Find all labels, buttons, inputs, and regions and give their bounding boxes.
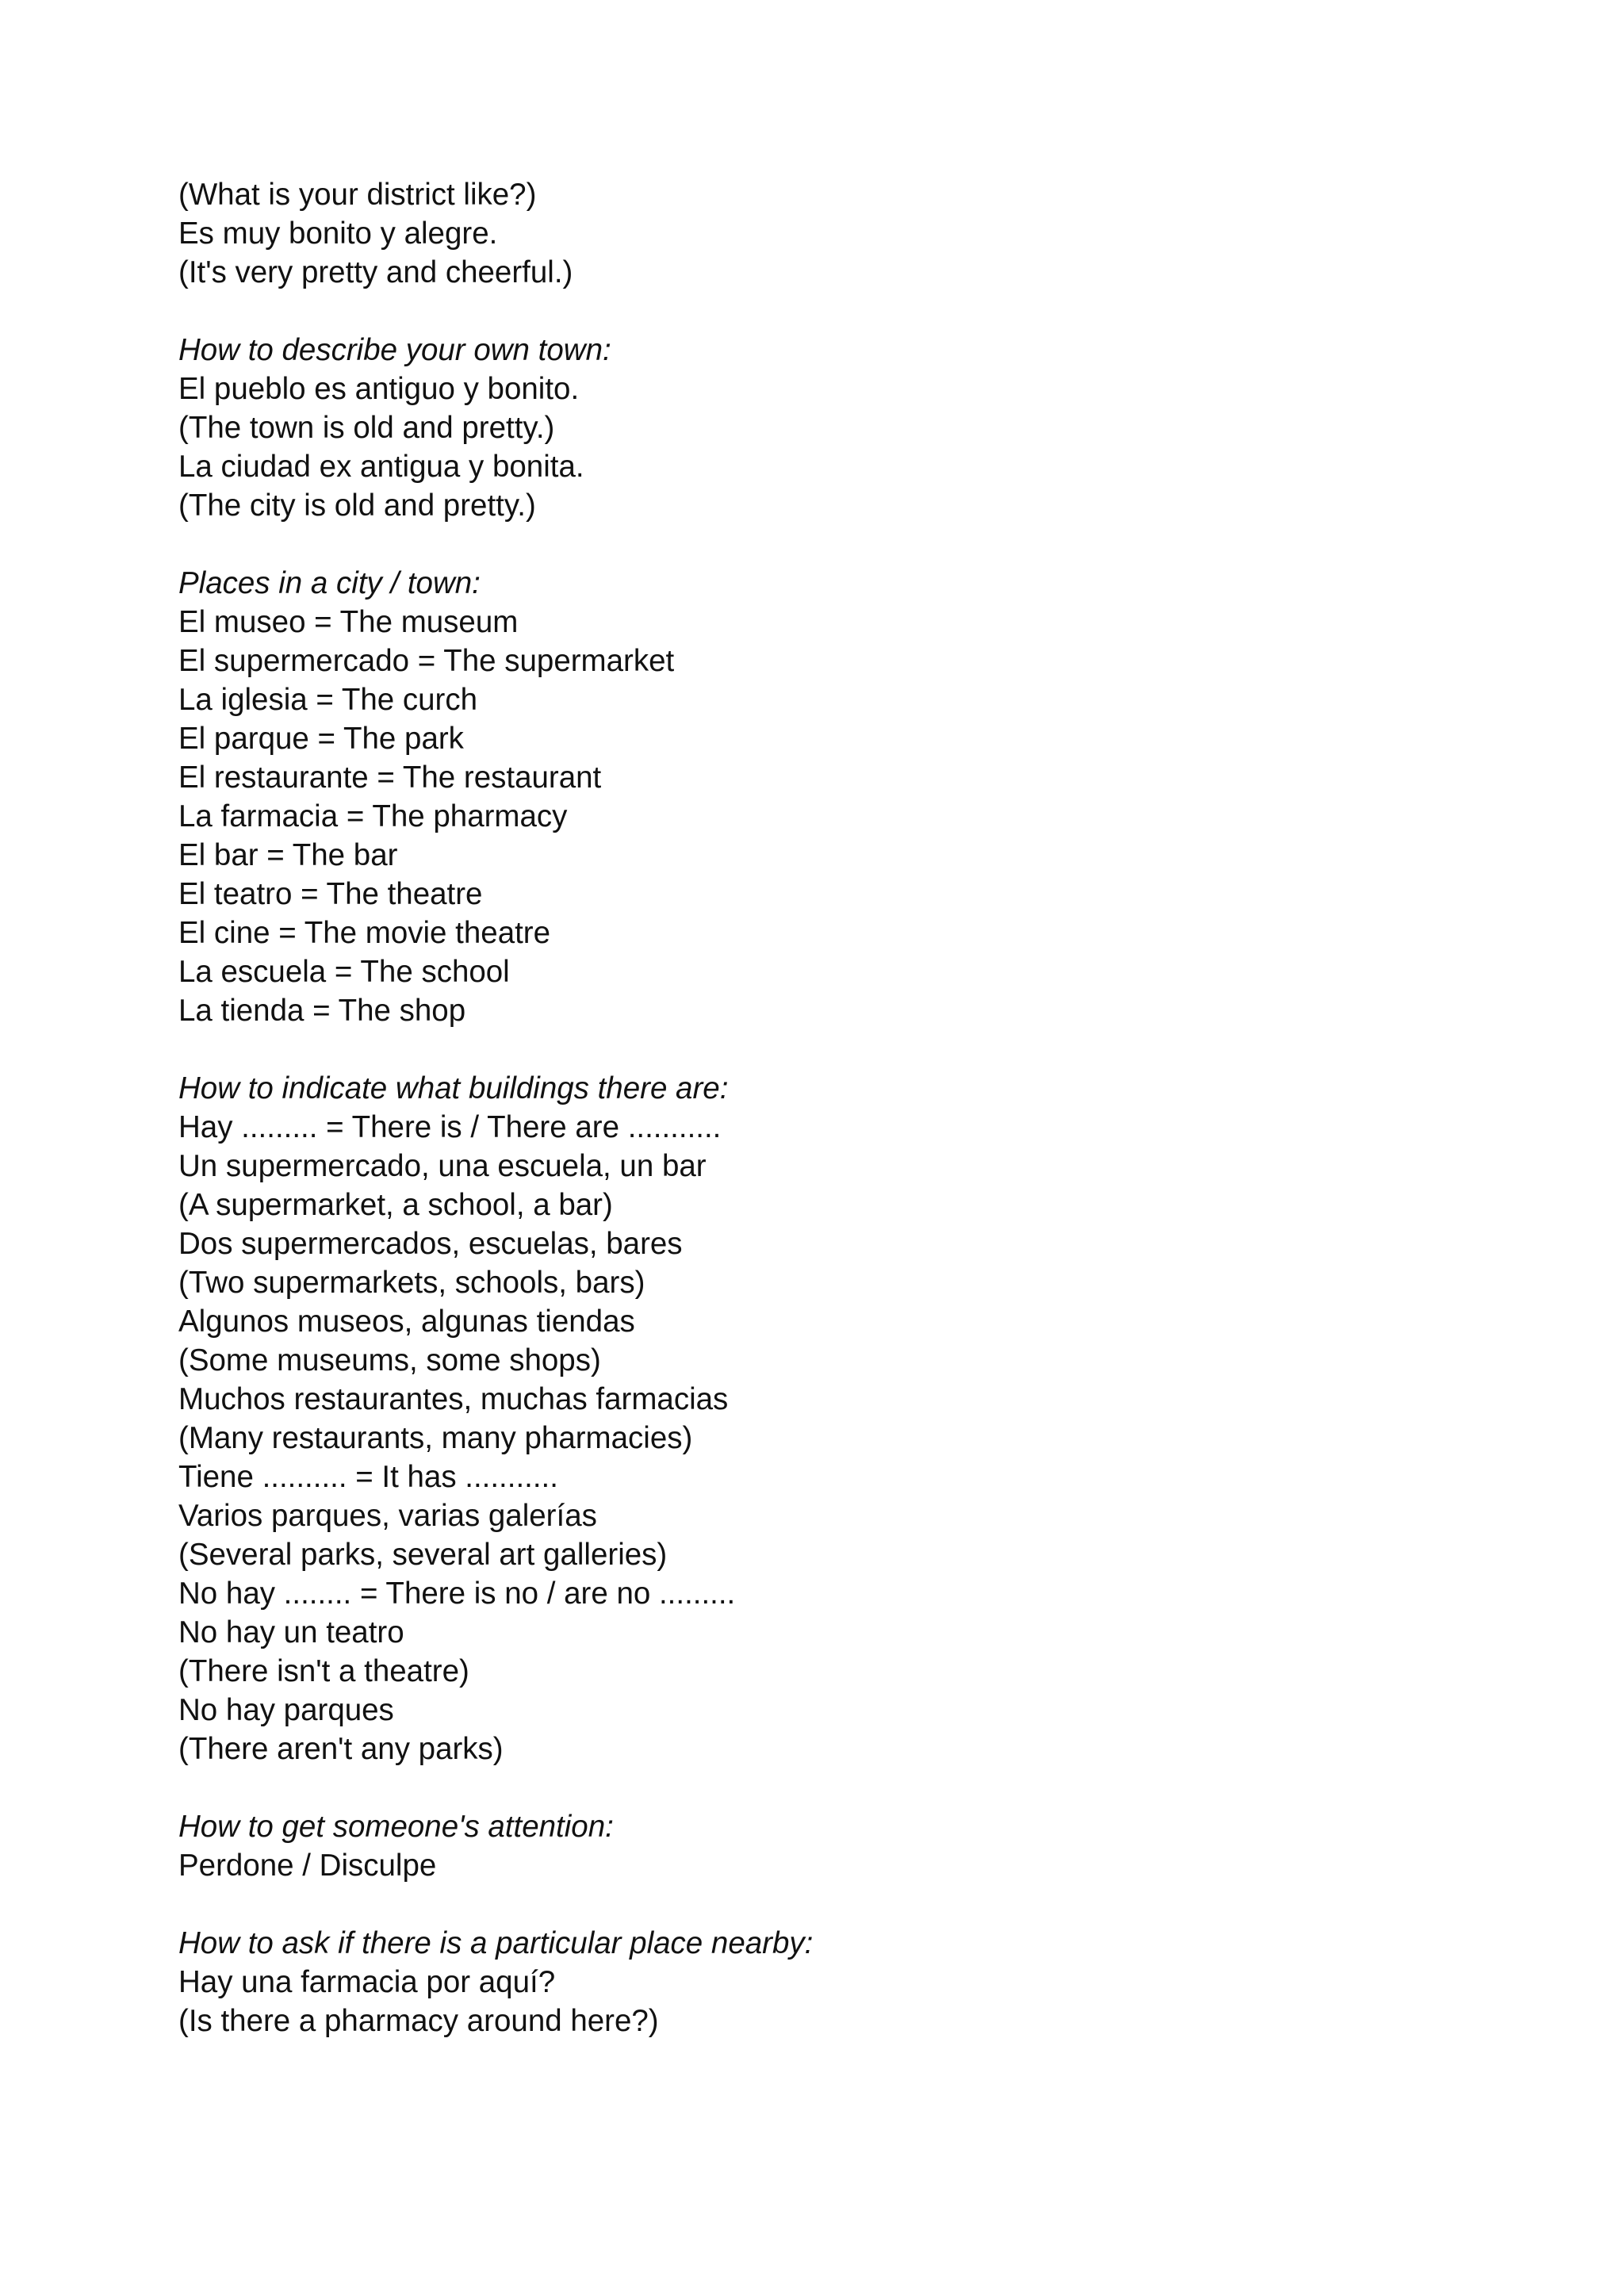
document-page bbox=[178, 175, 1526, 2040]
section-heading: How to indicate what buildings there are: bbox=[178, 1071, 729, 1105]
text-line: Muchos restaurantes, muchas farmacias bbox=[178, 1382, 729, 1416]
text-line: Tiene .......... = It has ........... bbox=[178, 1460, 558, 1494]
vocab-line: La farmacia = The pharmacy bbox=[178, 799, 568, 833]
vocab-line: La escuela = The school bbox=[178, 955, 510, 989]
text-line: (There isn't a theatre) bbox=[178, 1654, 469, 1688]
text-line: (Some museums, some shops) bbox=[178, 1343, 601, 1377]
text-line: (A supermarket, a school, a bar) bbox=[178, 1188, 613, 1222]
places-section bbox=[178, 564, 1526, 1030]
buildings-section bbox=[178, 1069, 1526, 1768]
vocab-line: El bar = The bar bbox=[178, 838, 398, 872]
text-line: Un supermercado, una escuela, un bar bbox=[178, 1149, 707, 1183]
intro-section bbox=[178, 175, 1526, 292]
text-line: (There aren't any parks) bbox=[178, 1732, 504, 1766]
text-line: La ciudad ex antigua y bonita. bbox=[178, 450, 584, 484]
text-line: No hay un teatro bbox=[178, 1615, 404, 1649]
text-line: Hay ......... = There is / There are ........... bbox=[178, 1110, 722, 1144]
section-heading: How to get someone's attention: bbox=[178, 1810, 614, 1844]
text-line: No hay parques bbox=[178, 1693, 394, 1727]
text-line: No hay ........ = There is no / are no ......... bbox=[178, 1577, 736, 1611]
intro-line: Es muy bonito y alegre. bbox=[178, 216, 498, 251]
spacer bbox=[178, 1885, 1526, 1924]
text-line: (The town is old and pretty.) bbox=[178, 411, 555, 445]
section-heading: Places in a city / town: bbox=[178, 566, 481, 600]
vocab-line: El museo = The museum bbox=[178, 605, 519, 639]
vocab-line: El parque = The park bbox=[178, 722, 464, 756]
text-line: Perdone / Disculpe bbox=[178, 1849, 437, 1883]
text-line: Varios parques, varias galerías bbox=[178, 1499, 597, 1533]
attention-section bbox=[178, 1807, 1526, 1885]
vocab-line: El restaurante = The restaurant bbox=[178, 761, 602, 795]
text-line: (Is there a pharmacy around here?) bbox=[178, 2004, 659, 2038]
vocab-line: La iglesia = The curch bbox=[178, 683, 478, 717]
text-line: (Several parks, several art galleries) bbox=[178, 1538, 668, 1572]
text-line: El pueblo es antiguo y bonito. bbox=[178, 372, 580, 406]
text-line: (The city is old and pretty.) bbox=[178, 488, 536, 523]
intro-line: (It's very pretty and cheerful.) bbox=[178, 255, 573, 289]
text-line: (Two supermarkets, schools, bars) bbox=[178, 1266, 645, 1300]
text-line: Dos supermercados, escuelas, bares bbox=[178, 1227, 683, 1261]
spacer bbox=[178, 1768, 1526, 1807]
text-line: Algunos museos, algunas tiendas bbox=[178, 1305, 635, 1339]
vocab-line: El teatro = The theatre bbox=[178, 877, 483, 911]
spacer bbox=[178, 1030, 1526, 1069]
spacer bbox=[178, 292, 1526, 331]
section-heading: How to ask if there is a particular place nearby: bbox=[178, 1926, 814, 1960]
intro-line: (What is your district like?) bbox=[178, 178, 537, 212]
vocab-line: La tienda = The shop bbox=[178, 994, 466, 1028]
text-line: Hay una farmacia por aquí? bbox=[178, 1965, 556, 1999]
nearby-section bbox=[178, 1924, 1526, 2040]
spacer bbox=[178, 525, 1526, 564]
vocab-line: El cine = The movie theatre bbox=[178, 916, 551, 950]
vocab-line: El supermercado = The supermarket bbox=[178, 644, 675, 678]
describe-town-section bbox=[178, 331, 1526, 525]
text-line: (Many restaurants, many pharmacies) bbox=[178, 1421, 693, 1455]
section-heading: How to describe your own town: bbox=[178, 333, 611, 367]
